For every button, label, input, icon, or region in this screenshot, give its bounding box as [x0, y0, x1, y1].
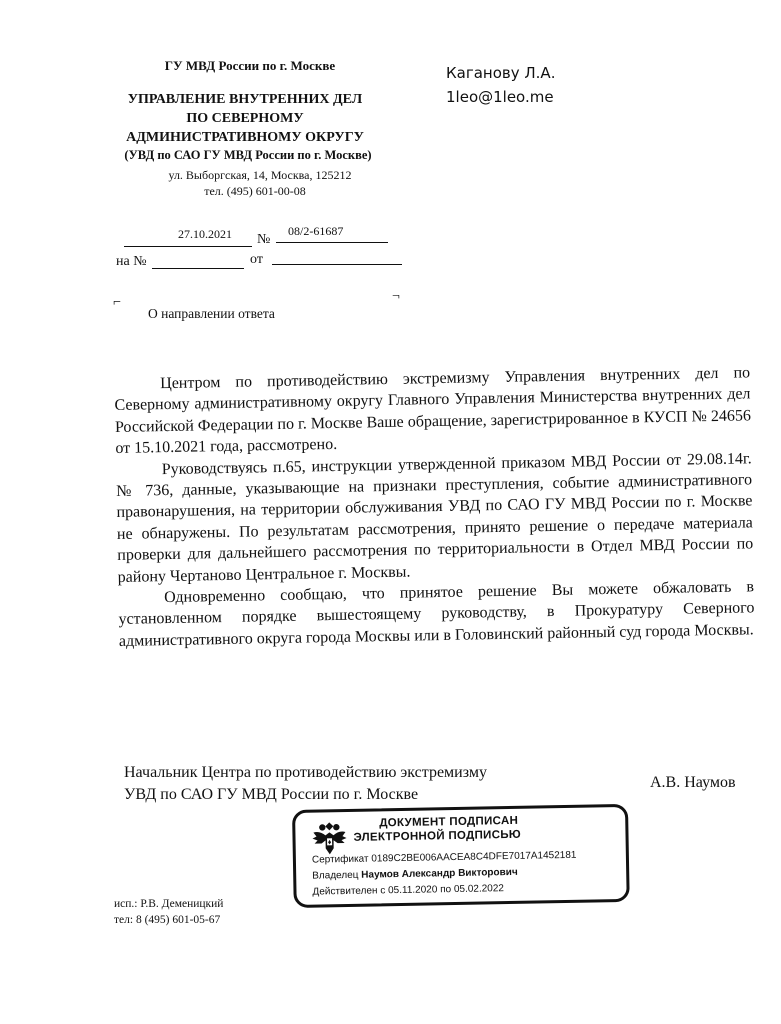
number-underline: [276, 242, 388, 243]
body-paragraph: Одновременно сообщаю, что принятое решение Вы можете обжаловать в установленном порядке вышестоящему руководству, в Прокуратуру Северного административного округа города Москвы или в Головинский районный суд города Москвы.: [118, 578, 755, 650]
recipient-email: 1leo@1leo.me: [446, 88, 554, 106]
department-phone: тел. (495) 601-00-08: [204, 184, 306, 198]
executor-name: исп.: Р.В. Деменицкий: [114, 898, 224, 910]
signatory-name: А.В. Наумов: [650, 774, 736, 791]
executor-phone: тел: 8 (495) 601-05-67: [114, 914, 221, 926]
corner-mark-left: ⌐: [113, 295, 121, 310]
department-line: УПРАВЛЕНИЕ ВНУТРЕННИХ ДЕЛ: [127, 92, 363, 107]
electronic-signature-stamp: [292, 804, 630, 908]
signatory-position: Начальник Центра по противодействию экстремизму: [124, 764, 487, 781]
certificate-label: Сертификат: [311, 853, 369, 866]
department-line: АДМИНИСТРАТИВНОМУ ОКРУГУ: [126, 130, 364, 145]
owner-value: Наумов Александр Викторович: [361, 866, 518, 881]
body-paragraph: Руководствуясь п.65, инструкции утвержденной приказом МВД России от 29.08.14г. № 736, данные, указывающие на признаки преступления, событие административного правонарушения, на территории обслуживания УВД по САО ГУ МВД России по г. Москве не обнаружены. По результатам рассмотрения, принято решение о передаче материала проверки для дальнейшего рассмотрения по территориальности в Отдел МВД России по району Чертаново Центральное г. Москвы.: [115, 449, 754, 586]
department-name: [90, 90, 400, 147]
department-line: ПО СЕВЕРНОМУ: [186, 111, 304, 126]
reference-from-label: от: [250, 252, 263, 267]
stamp-owner: [312, 867, 518, 882]
department-address: ул. Выборгская, 14, Москва, 125212: [168, 168, 352, 182]
letter-subject: О направлении ответа: [148, 306, 275, 321]
stamp-title: ДОКУМЕНТ ПОДПИСАН: [379, 814, 519, 830]
signatory-department: УВД по САО ГУ МВД России по г. Москве: [124, 786, 419, 803]
stamp-title: ЭЛЕКТРОННОЙ ПОДПИСЬЮ: [353, 828, 522, 844]
body-paragraph: Центром по противодействию экстремизму Управления внутренних дел по Северному административному округу Главного Управления Министерства внутренних дел Российской Федерации по г. Москве Ваше обращение, зарегистрированное в КУСП № 24656 от 15.10.2021 года, рассмотрено.: [114, 364, 752, 458]
date-underline: [124, 246, 252, 247]
letter-body: [114, 362, 755, 652]
corner-mark-right: ¬: [392, 289, 400, 304]
eagle-emblem-icon: [309, 818, 350, 859]
reference-date-underline: [272, 264, 402, 265]
ministry-name: ГУ МВД России по г. Москве: [164, 58, 336, 73]
stamp-validity: Действителен с 05.11.2020 по 05.02.2022: [312, 883, 505, 898]
reference-number-underline: [152, 268, 244, 269]
reference-number-label: на №: [116, 254, 147, 269]
outgoing-number: 08/2-61687: [288, 224, 344, 238]
stamp-certificate: [312, 850, 577, 866]
recipient-name: Каганову Л.А.: [446, 64, 556, 82]
outgoing-date: 27.10.2021: [178, 227, 232, 241]
department-abbreviation: (УВД по САО ГУ МВД России по г. Москве): [124, 148, 372, 162]
certificate-value: 0189C2BE006AACEA8C4DFE7017A1452181: [371, 849, 577, 865]
owner-label: Владелец: [312, 869, 359, 882]
number-sign: №: [257, 232, 271, 247]
